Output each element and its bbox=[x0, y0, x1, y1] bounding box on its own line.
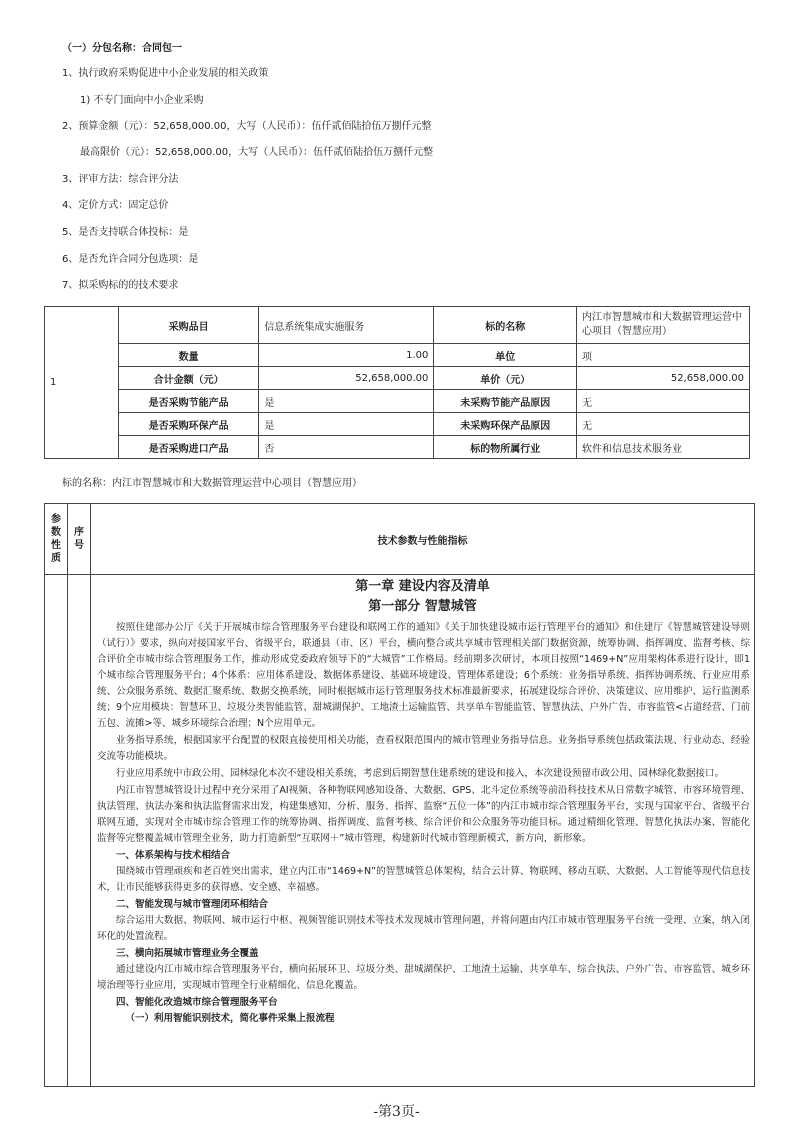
table-cell: 无 bbox=[577, 413, 750, 436]
table-cell: 是否采购环保产品 bbox=[118, 413, 259, 436]
pricing-method: 4、定价方式：固定总价 bbox=[62, 200, 169, 211]
table-row bbox=[45, 413, 750, 436]
evaluation-method: 3、评审方法：综合评分法 bbox=[62, 174, 179, 185]
table-row bbox=[45, 367, 750, 390]
row-index: 1 bbox=[45, 307, 119, 459]
table-header-row bbox=[45, 504, 755, 575]
target-name-line: 标的名称：内江市智慧城市和大数据管理运营中心项目（智慧应用） bbox=[62, 478, 362, 489]
paragraph: 综合运用大数据、物联网、城市运行中枢、视频智能识别技术等技术发现城市管理问题，并将问题由内江市城市管理服务平台统一受理、立案，纳入闭环化的处置流程。 bbox=[97, 915, 750, 942]
table-cell: 标的名称 bbox=[434, 307, 577, 344]
budget-item: 2、预算金额（元）：52,658,000.00，大写（人民币）：伍仟贰佰陆拾伍万捌仟元整 bbox=[62, 121, 432, 132]
table-cell: 52,658,000.00 bbox=[259, 367, 434, 390]
table-row bbox=[45, 575, 755, 1087]
table-cell: 是 bbox=[259, 390, 434, 413]
table-row bbox=[45, 390, 750, 413]
table-cell bbox=[45, 575, 68, 1087]
paragraph: 业务指导系统，根据国家平台配置的权限直接使用相关功能，查看权限范围内的城市管理业务指导信息。业务指导系统包括政策法规、行业动态、经验交流等功能模块。 bbox=[97, 735, 750, 762]
section-heading: 四、智能化改造城市综合管理服务平台 bbox=[116, 997, 278, 1008]
table-cell: 内江市智慧城市和大数据管理运营中心项目（智慧应用） bbox=[577, 307, 750, 344]
table-cell bbox=[68, 575, 91, 1087]
table-cell: 合计金额（元） bbox=[118, 367, 259, 390]
table-cell: 标的物所属行业 bbox=[434, 436, 577, 459]
part-title: 第一部分 智慧城管 bbox=[368, 599, 477, 614]
table-cell: 1.00 bbox=[259, 344, 434, 367]
paragraph: 通过建设内江市城市综合管理服务平台，横向拓展环卫、垃圾分类、甜城湖保护、工地渣土运输、共享单车、综合执法、户外广告、市容监管、城乡环境治理等行业应用，实现城市管理全行业精细化、信息化覆盖。 bbox=[97, 964, 750, 991]
subsection-heading: （一）利用智能识别技术，简化事件采集上报流程 bbox=[125, 1013, 335, 1024]
max-price-item: 最高限价（元）：52,658,000.00，大写（人民币）：伍仟贰佰陆拾伍万捌仟元整 bbox=[80, 147, 434, 158]
table-cell: 是 bbox=[259, 413, 434, 436]
paragraph: 按照住建部办公厅《关于开展城市综合管理服务平台建设和联网工作的通知》《关于加快建设城市运行管理平台的通知》和住建厅《智慧城管建设导则（试行）》要求，纵向对接国家平台、省级平台，联通县（市、区）平台，横向整合或共享城市管理相关部门数据资源，统筹协调、指挥调度、监督考核、综合评价全市城市综合管理服务工作，推动形成党委政府领导下的“大城管”工作格局。经前期多次研讨，本项目按照“1469+N”应用架构体系进行设计，即1个城市综合管理服务平台；4个体系：应用体系建设、数据体系建设、基础环境建设、管理体系建设；6个系统：业务指导系统、指挥协调系统、行业应用系统、公众服务系统、数据汇聚系统、数据交换系统，同时根据城市运行管理服务技术标准最新要求，拓展建设综合评价、决策建议、应用维护、运行监测系统；9个应用模块：智慧环卫、垃圾分类智能监管、甜城湖保护、工地渣土运输监管、共享单车智能监管、智慧执法、户外广告、市容监管<占道经营、门前五包、流摊>等、城乡环境综合治理；N个应用单元。 bbox=[97, 622, 750, 729]
section-heading: 三、横向拓展城市管理业务全覆盖 bbox=[116, 948, 259, 959]
table-row bbox=[45, 344, 750, 367]
procurement-table bbox=[44, 306, 750, 459]
page-number: -第3页- bbox=[373, 1104, 420, 1120]
table-cell: 单位 bbox=[434, 344, 577, 367]
column-header-seq: 序 号 bbox=[68, 504, 91, 575]
subcontract-item: 6、是否允许合同分包选项：是 bbox=[62, 254, 199, 265]
column-header-tech-params: 技术参数与性能指标 bbox=[91, 504, 755, 575]
table-cell: 无 bbox=[577, 390, 750, 413]
section-heading: 二、智能发现与城市管理闭环相结合 bbox=[116, 899, 269, 910]
table-cell: 否 bbox=[259, 436, 434, 459]
table-cell: 数量 bbox=[118, 344, 259, 367]
paragraph: 围绕城市管理顽疾和老百姓突出需求，建立内江市“1469+N”的智慧城管总体架构，结合云计算、物联网、移动互联、大数据、人工智能等现代信息技术，让市民能够获得更多的获得感、安全感、幸福感。 bbox=[97, 866, 750, 893]
table-row bbox=[45, 436, 750, 459]
policy-item: 1、执行政府采购促进中小企业发展的相关政策 bbox=[62, 68, 269, 79]
spec-table bbox=[44, 503, 755, 1087]
section-heading: 一、体系架构与技术相结合 bbox=[116, 850, 231, 861]
table-cell: 未采购节能产品原因 bbox=[434, 390, 577, 413]
table-cell: 项 bbox=[577, 344, 750, 367]
policy-sub-item: 1) 不专门面向中小企业采购 bbox=[80, 95, 204, 106]
spec-content bbox=[91, 575, 754, 1079]
chapter-title: 第一章 建设内容及清单 bbox=[355, 579, 490, 594]
joint-bid-item: 5、是否支持联合体投标：是 bbox=[62, 227, 189, 238]
table-cell: 采购品目 bbox=[118, 307, 259, 344]
table-cell: 是否采购节能产品 bbox=[118, 390, 259, 413]
tech-requirements-heading: 7、拟采购标的的技术要求 bbox=[62, 280, 179, 291]
table-cell: 信息系统集成实施服务 bbox=[259, 307, 434, 344]
paragraph: 行业应用系统中市政公用、园林绿化本次不建设相关系统，考虑到后期智慧住建系统的建设和接入，本次建设预留市政公用、园林绿化数据接口。 bbox=[116, 768, 725, 779]
paragraph: 内江市智慧城管设计过程中充分采用了AI视频、各种物联网感知设备、大数据、GPS、北斗定位系统等前沿科技技术从日常数字城管、市容环境管理、执法管理、执法办案和执法监督需求出发，构建集感知、分析、服务、指挥、监察“五位一体”的内江市城市综合管理服务平台，实现与国家平台、省级平台联网互通，实现对全市城市综合管理工作的统筹协调、指挥调度、监督考核、综合评价和公众服务等功能目标。通过精细化管理、智慧化执法办案、智能化监督等完整覆盖城市管理全业务，助力打造新型“互联网＋”城市管理，构建新时代城市管理新模式，新方向，新形象。 bbox=[97, 785, 750, 844]
table-cell bbox=[91, 575, 755, 1087]
table-row bbox=[45, 307, 750, 344]
table-cell: 是否采购进口产品 bbox=[118, 436, 259, 459]
package-title: （一）分包名称：合同包一 bbox=[62, 43, 182, 54]
column-header-param-nature: 参 数 性 质 bbox=[45, 504, 68, 575]
table-cell: 单价（元） bbox=[434, 367, 577, 390]
table-cell: 未采购环保产品原因 bbox=[434, 413, 577, 436]
table-cell: 52,658,000.00 bbox=[577, 367, 750, 390]
table-cell: 软件和信息技术服务业 bbox=[577, 436, 750, 459]
